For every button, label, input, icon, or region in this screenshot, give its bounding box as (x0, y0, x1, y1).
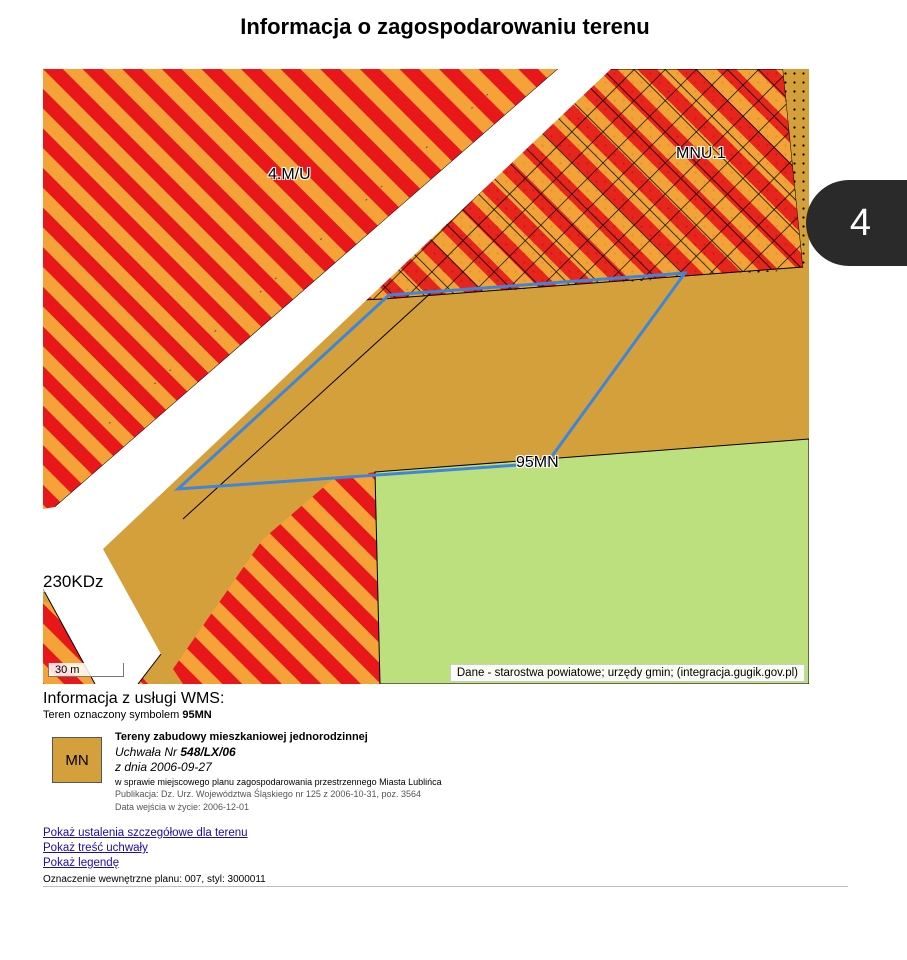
zone-info (115, 731, 442, 814)
zone-label-mnu: MNU.1 (676, 145, 726, 162)
publication-info: Publikacja: Dz. Urz. Województwa Śląskiego nr 125 z 2006-10-31, poz. 3564 (115, 789, 421, 799)
links-section (43, 826, 266, 887)
show-resolution-link[interactable]: Pokaż treść uchwały (43, 842, 148, 854)
resolution-number-line (115, 745, 442, 760)
resolution-subject: w sprawie miejscowego planu zagospodarowania przestrzennego Miasta Lublińca (115, 777, 442, 787)
wms-heading: Informacja z usługi WMS: (43, 690, 225, 707)
divider (43, 886, 848, 887)
zone-name: Tereny zabudowy mieszkaniowej jednorodzinnej (115, 731, 368, 743)
map-view[interactable] (43, 69, 809, 684)
show-legend-link[interactable]: Pokaż legendę (43, 857, 120, 869)
map-attribution: Dane - starostwa powiatowe; urzędy gmin; (integracja.gugik.gov.pl) (450, 664, 805, 682)
scale-bar: 30 m (48, 663, 124, 677)
resolution-date: z dnia 2006-09-27 (115, 760, 212, 774)
resolution-prefix: Uchwała Nr (115, 745, 178, 759)
legend-swatch-mn: MN (52, 737, 102, 783)
resolution-number: 548/LX/06 (180, 745, 236, 759)
designation-line (43, 709, 212, 721)
internal-designation: Oznaczenie wewnętrzne planu: 007, styl: 3000011 (43, 874, 266, 885)
effective-date: Data wejścia w życie: 2006-12-01 (115, 802, 250, 812)
zone-label-mu: 4.M/U (268, 166, 311, 183)
green-zone (375, 439, 809, 684)
road-label: 230KDz (43, 572, 104, 591)
page-number-badge: 4 (806, 180, 907, 266)
page-title: Informacja o zagospodarowaniu terenu (240, 14, 650, 39)
designation-prefix: Teren oznaczony symbolem (43, 709, 180, 721)
show-details-link[interactable]: Pokaż ustalenia szczegółowe dla terenu (43, 827, 248, 839)
designation-symbol: 95MN (182, 709, 212, 721)
zone-label-mn: 95MN (516, 454, 559, 471)
